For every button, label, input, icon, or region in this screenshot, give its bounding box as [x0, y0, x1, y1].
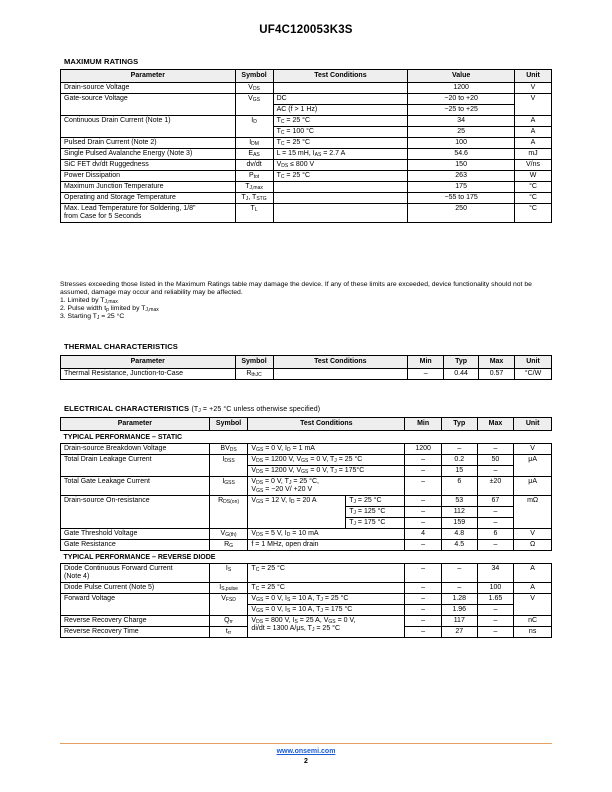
table-row: SiC FET dv/dt Ruggedness dv/dt $V_{DS} \le 800$ V 150 V/ns [61, 160, 552, 171]
website-link[interactable]: www.onsemi.com [276, 748, 336, 755]
document-title: UF4C120053K3S [259, 24, 353, 36]
section-row: TYPICAL PERFORMANCE – STATIC [61, 431, 552, 444]
thermal-heading: THERMAL CHARACTERISTICS [64, 342, 178, 351]
table-row: Maximum Junction Temperature $T_{J,max}$ 175 °C [61, 182, 552, 193]
column-header: Symbol [235, 70, 273, 83]
footnote-1: 1. Limited by $T_{J,max}$ [60, 297, 118, 305]
table-header-row [61, 356, 552, 369]
column-header: Parameter [61, 70, 236, 83]
max-ratings-notes [60, 281, 552, 321]
thermal-table [60, 355, 552, 380]
table-row: Diode Continuous Forward Current (Note 4) $I_S$ $T_C = 25$ °C – – 34 A [61, 564, 552, 583]
table-row: Drain-source On-resistance $R_{DS(on)}$ $V_{GS} = 12$ V, $I_D = 20$ A $T_J = 25$ °C – 53 67 mΩ [61, 496, 552, 507]
table-row: Single Pulsed Avalanche Energy (Note 3) $E_{AS}$ L = 15 mH, $I_{AS} = 2.7$ A 54.6 mJ [61, 149, 552, 160]
column-header: Max [477, 418, 514, 431]
column-header: Typ [444, 356, 479, 369]
column-header: Max [479, 356, 515, 369]
table-row: Thermal Resistance, Junction-to-Case $R_{thJC}$ – 0.44 0.57 °C/W [61, 369, 552, 380]
table-header-row [61, 418, 552, 431]
page-number: 2 [304, 758, 308, 765]
table-row: Forward Voltage $V_{FSD}$ $V_{GS} = 0$ V, $I_S = 10$ A, $T_J = 25$ °C – 1.28 1.65 V [61, 594, 552, 605]
column-header: Value [408, 70, 515, 83]
table-row: Diode Pulse Current (Note 5) $I_{S,pulse}$ $T_C = 25$ °C – – 100 A [61, 583, 552, 594]
column-header: Parameter [61, 356, 236, 369]
max-ratings-table [60, 69, 552, 223]
section-row: TYPICAL PERFORMANCE – REVERSE DIODE [61, 551, 552, 564]
table-row: $V_{GS} = 0$ V, $I_S = 10$ A, $T_J = 175$ °C – 1.96 – [61, 605, 552, 616]
table-row: Drain-source Breakdown Voltage $BV_{DS}$ $V_{GS} = 0$ V, $I_D = 1$ mA 1200 – – V [61, 444, 552, 455]
table-row: $T_J = 175$ °C – 159 – [61, 518, 552, 529]
table-row: Gate Threshold Voltage $V_{G(th)}$ $V_{DS} = 5$ V, $I_D = 10$ mA 4 4.8 6 V [61, 529, 552, 540]
column-header: Unit [514, 356, 551, 369]
table-row: Total Drain Leakage Current $I_{DSS}$ $V_{DS} = 1200$ V, $V_{GS} = 0$ V, $T_J = 25$ °C – 0.2 50 μA [61, 455, 552, 466]
table-row: Gate Resistance $R_G$ f = 1 MHz, open drain – 4.5 – Ω [61, 540, 552, 551]
table-row: Operating and Storage Temperature $T_J$, $T_{STG}$ −55 to 175 °C [61, 193, 552, 204]
column-header: Parameter [61, 418, 210, 431]
column-header: Test Conditions [273, 70, 408, 83]
table-row: AC (f > 1 Hz) −25 to +25 [61, 105, 552, 116]
table-row: Reverse Recovery Time $t_{rr}$ – 27 – ns [61, 627, 552, 638]
table-row: $V_{DS} = 1200$ V, $V_{GS} = 0$ V, $T_J = 175^\circ C$ – 15 – [61, 466, 552, 477]
table-row: Continuous Drain Current (Note 1) $I_D$ $T_C = 25$ °C 34 A [61, 116, 552, 127]
column-header: Symbol [235, 356, 273, 369]
table-row: Total Gate Leakage Current $I_{GSS}$ $V_{DS} = 0$ V, $T_J = 25$ °C, $V_{GS} = -20$ V/ +20 V – 6 ±20 μA [61, 477, 552, 496]
footnote-2: 2. Pulse width $t_p$ limited by $T_{J,max}$ [60, 305, 159, 313]
electrical-table [60, 417, 552, 638]
max-ratings-heading: MAXIMUM RATINGS [64, 57, 139, 66]
column-header: Min [405, 418, 442, 431]
column-header: Test Conditions [273, 356, 408, 369]
footer-divider [60, 743, 552, 744]
table-row: $T_C = 100$ °C 25 A [61, 127, 552, 138]
column-header: Unit [514, 418, 552, 431]
table-header-row [61, 70, 552, 83]
electrical-heading: ELECTRICAL CHARACTERISTICS ($T_J = +25$ °C unless otherwise specified) [64, 404, 321, 414]
footnote-3: 3. Starting $T_J = 25$ °C [60, 313, 125, 321]
table-row: Gate-source Voltage $V_{GS}$ DC −20 to +20 V [61, 94, 552, 105]
table-row: Reverse Recovery Charge $Q_{rr}$ $V_{DS} = 800$ V, $I_S = 25$ A, $V_{GS} = 0$ V, di/dt = 1300 A/μs, $T_J = 25$ °C – 117 – nC [61, 616, 552, 627]
table-row: $T_J = 125$ °C – 112 – [61, 507, 552, 518]
column-header: Typ [441, 418, 477, 431]
table-row: Max. Lead Temperature for Soldering, 1/8" from Case for 5 Seconds $T_L$ 250 °C [61, 204, 552, 223]
table-row: Drain-source Voltage $V_{DS}$ 1200 V [61, 83, 552, 94]
stress-note: Stresses exceeding those listed in the Maximum Ratings table may damage the device. If any of these limits are exceeded, device functionality should not be assumed, damage may occur and reliability may be affected. [60, 281, 532, 296]
column-header: Test Conditions [248, 418, 405, 431]
table-row: Pulsed Drain Current (Note 2) $I_{DM}$ $T_C = 25$ °C 100 A [61, 138, 552, 149]
column-header: Symbol [209, 418, 248, 431]
column-header: Min [408, 356, 444, 369]
table-row: Power Dissipation $P_{tot}$ $T_C = 25$ °C 263 W [61, 171, 552, 182]
column-header: Unit [515, 70, 552, 83]
